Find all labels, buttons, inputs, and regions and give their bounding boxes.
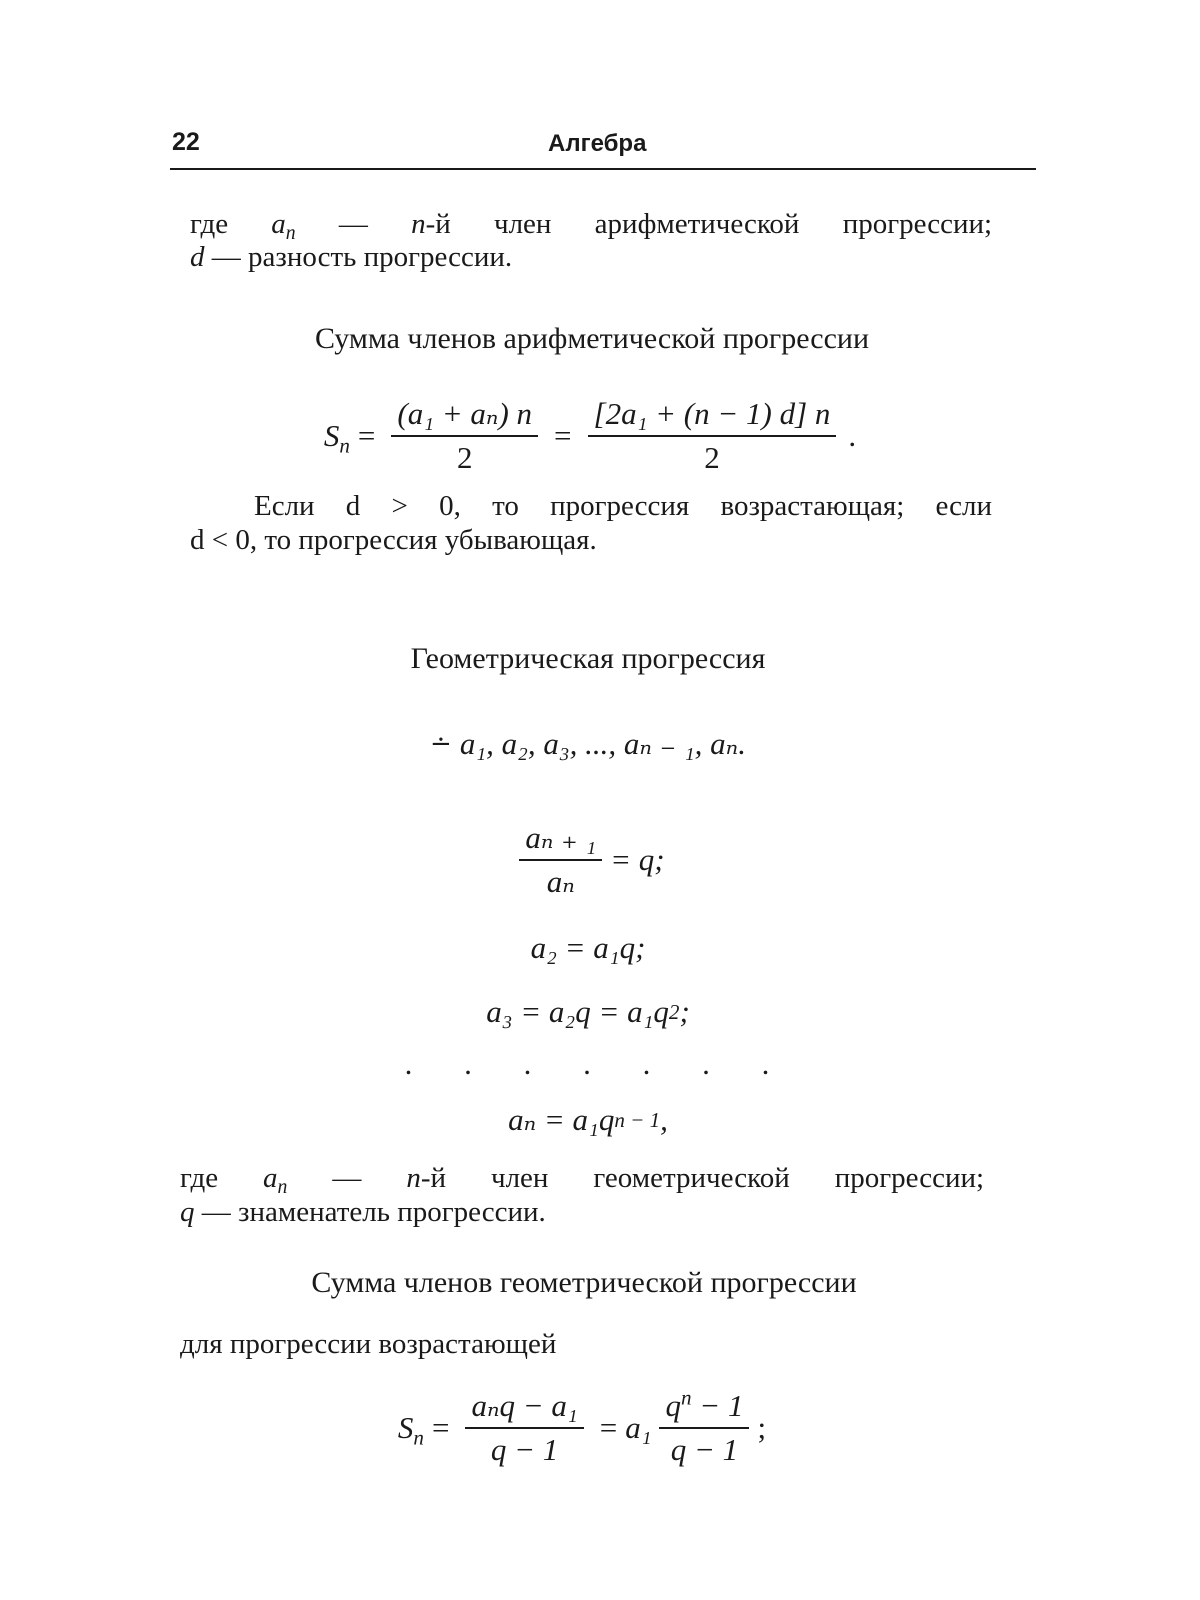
equals-sign: = bbox=[431, 1410, 450, 1445]
ratio-rhs: = q; bbox=[610, 842, 665, 877]
geom-frac-1-numerator: aₙq − a₁ bbox=[465, 1388, 583, 1429]
geometric-sequence bbox=[0, 726, 1188, 762]
eq-an: aₙ = a₁q n − 1 , bbox=[508, 1102, 668, 1137]
eq-an-left: aₙ = a₁q bbox=[508, 1102, 615, 1137]
monotonic-line1: Если d > 0, то прогрессия возрастающая; если bbox=[254, 490, 992, 522]
word-member: член bbox=[491, 1162, 549, 1194]
equals-sign: = bbox=[357, 418, 376, 453]
eq-a2: a₂ = a₁q; bbox=[530, 930, 646, 965]
arith-frac-1-numerator: (a₁ + aₙ) n bbox=[391, 396, 538, 437]
ratio-numerator: aₙ ₊ ₁ bbox=[519, 820, 602, 861]
header-rule bbox=[170, 168, 1036, 170]
page-number: 22 bbox=[172, 128, 200, 156]
eq-a3-left: a₃ = a₂q = a₁q bbox=[486, 994, 669, 1029]
eq-an-end: , bbox=[660, 1102, 668, 1137]
geom-frac-1 bbox=[465, 1388, 583, 1468]
word-progression: прогрессии; bbox=[842, 208, 993, 240]
arith-sum-formula bbox=[0, 396, 1190, 476]
geom-frac-2 bbox=[659, 1385, 749, 1468]
eq-a3: a₃ = a₂q = a₁q 2 ; bbox=[486, 994, 690, 1029]
geom-definition-line2 bbox=[180, 1196, 546, 1229]
eq-a3-end: ; bbox=[679, 994, 690, 1029]
geom-sum-subheading: для прогрессии возрастающей bbox=[180, 1328, 557, 1360]
word-where: где bbox=[190, 208, 229, 240]
d-symbol: d bbox=[190, 241, 205, 273]
geometric-progression-symbol: ∸ bbox=[430, 729, 452, 758]
sequence-terms: a₁, a₂, a₃, ..., aₙ ₋ ₁, aₙ. bbox=[459, 726, 746, 761]
semicolon: ; bbox=[757, 1410, 767, 1445]
word-geometric: геометрической bbox=[593, 1162, 790, 1194]
word-progression: прогрессии; bbox=[834, 1162, 985, 1194]
arith-definition-line2 bbox=[190, 241, 512, 274]
period: . bbox=[848, 418, 857, 453]
arith-sum-heading: Сумма членов арифметической прогрессии bbox=[314, 322, 870, 355]
geometric-heading: Геометрическая прогрессия bbox=[410, 642, 766, 675]
equals-sign: = bbox=[599, 1410, 618, 1445]
difference-text: — разность прогрессии. bbox=[211, 241, 513, 273]
arith-frac-2-denominator: 2 bbox=[704, 440, 720, 475]
ratio-denominator: aₙ bbox=[546, 864, 575, 899]
coefficient-a1: a₁ bbox=[625, 1410, 652, 1445]
running-head: Алгебра bbox=[548, 130, 647, 157]
geom-definition-line1 bbox=[180, 1162, 985, 1198]
q-symbol: q bbox=[180, 1196, 195, 1228]
monotonic-line2: d < 0, то прогрессия убывающая. bbox=[190, 524, 597, 556]
sum-lhs: $S_n$ bbox=[397, 1410, 424, 1450]
word-where: где bbox=[180, 1162, 219, 1194]
geom-sum-heading: Сумма членов геометрической прогрессии bbox=[311, 1266, 857, 1299]
an-symbol: $a_n$ — n-й bbox=[263, 1162, 447, 1198]
arith-frac-1-denominator: 2 bbox=[456, 440, 473, 475]
ratio-text: — знаменатель прогрессии. bbox=[201, 1196, 546, 1228]
equals-sign: = bbox=[554, 418, 572, 453]
ratio-formula bbox=[0, 820, 1188, 900]
arith-frac-2-numerator: [2a₁ + (n − 1) d] n bbox=[588, 396, 837, 437]
geom-frac-2-denominator: q − 1 bbox=[670, 1432, 739, 1467]
an-symbol: $a_n$ — n-й bbox=[271, 208, 451, 244]
geom-frac-2-numerator: $q^n - 1$ bbox=[659, 1388, 749, 1429]
word-member: член bbox=[494, 208, 552, 240]
arith-frac-2 bbox=[588, 396, 837, 476]
word-arithmetic: арифметической bbox=[594, 208, 800, 240]
geom-sum-formula bbox=[0, 1385, 1182, 1468]
ellipsis-row: . . . . . . . bbox=[404, 1046, 792, 1081]
geom-frac-1-denominator: q − 1 bbox=[490, 1432, 559, 1467]
ratio-frac bbox=[519, 820, 602, 900]
sum-lhs: $S_n$ bbox=[323, 418, 350, 458]
arith-frac-1 bbox=[391, 396, 538, 476]
arith-definition-line1 bbox=[190, 208, 993, 244]
